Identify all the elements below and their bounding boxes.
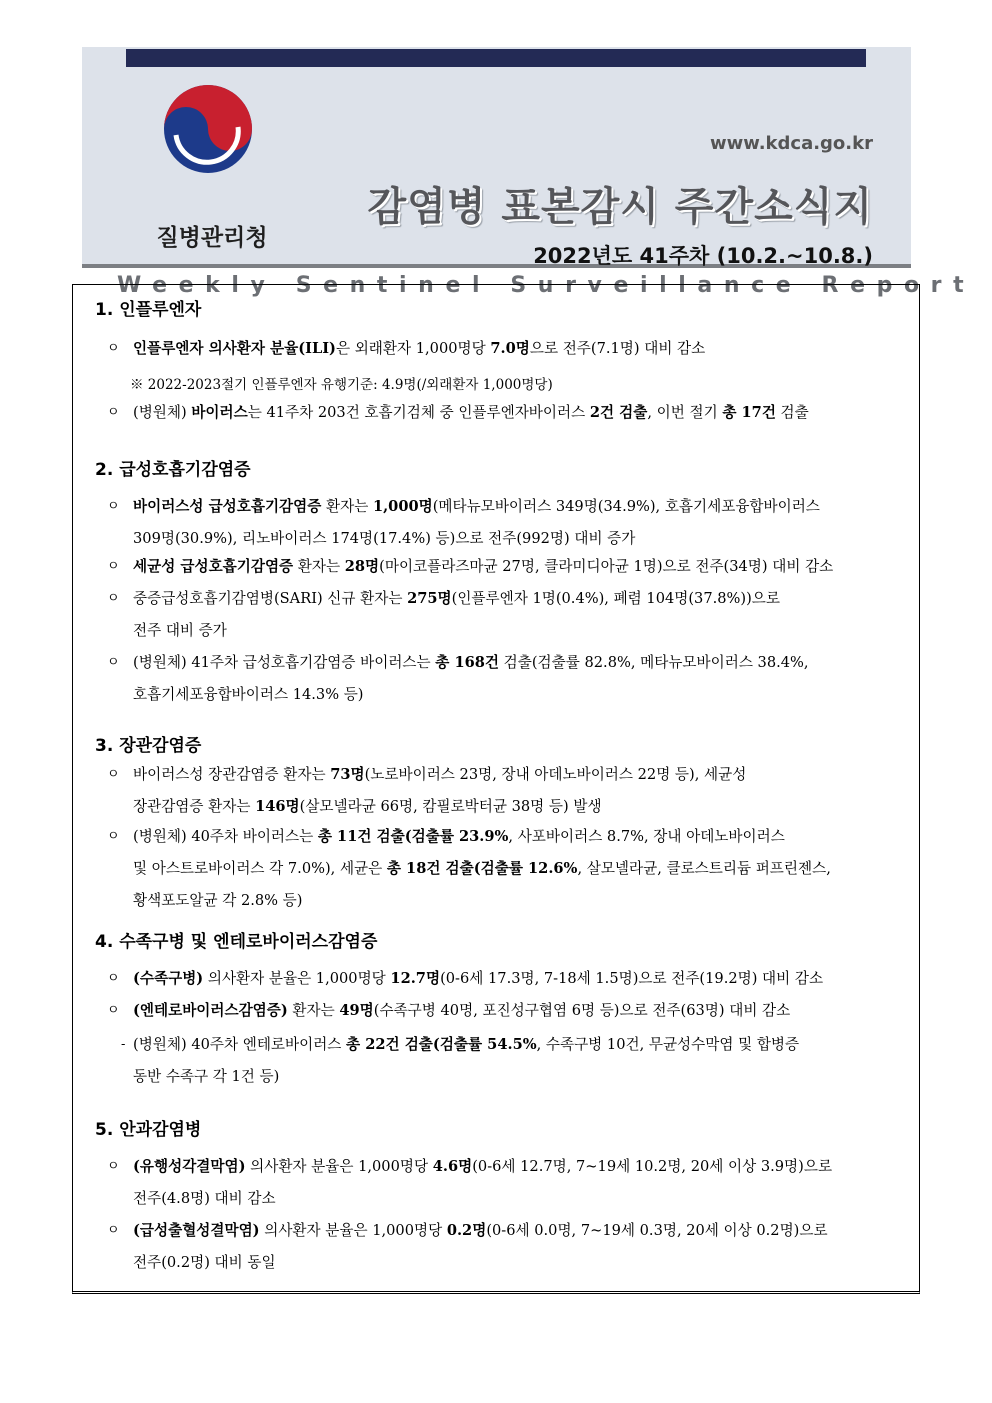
bullet-marker: ㅇ <box>107 767 120 782</box>
bullet-marker: ㅇ <box>107 591 120 606</box>
bullet-marker: ㅇ <box>107 499 120 514</box>
report-header <box>82 47 976 298</box>
bullet-marker: ㅇ <box>107 1223 120 1238</box>
epidemic-threshold-note: ※ 2022-2023절기 인플루엔자 유행기준: 4.9명(/외래환자 1,000명당) <box>130 377 553 393</box>
list-item: ㅇ (병원체) 41주차 급성호흡기감염증 바이러스는 총 168건 검출(검출률 82.8%, 메타뉴모바이러스 38.4%, 호흡기세포융합바이러스 14.3% 등) <box>107 647 899 711</box>
list-item: ㅇ (급성출혈성결막염) 의사환자 분율은 1,000명당 0.2명(0-6세 0.0명, 7~19세 0.3명, 20세 이상 0.2명)으로 전주(0.2명) 대비 동일 <box>107 1215 899 1279</box>
bullet-marker: ㅇ <box>107 829 120 844</box>
kdca-taegeuk-logo-icon <box>162 83 254 175</box>
website-url[interactable]: www.kdca.go.kr <box>709 133 873 154</box>
list-item: ㅇ (병원체) 바이러스는 41주차 203건 호흡기검체 중 인플루엔자바이러스 2건 검출, 이번 절기 총 17건 검출 <box>107 397 899 429</box>
list-item: ㅇ 인플루엔자 의사환자 분율(ILI)은 외래환자 1,000명당 7.0명으로 전주(7.1명) 대비 감소 <box>107 333 899 365</box>
list-item: ㅇ 세균성 급성호흡기감염증 환자는 28명(마이코플라즈마균 27명, 클라미디아균 1명)으로 전주(34명) 대비 감소 <box>107 551 899 583</box>
section-title-influenza: 1. 인플루엔자 <box>95 300 202 320</box>
bullet-marker: ㅇ <box>107 971 120 986</box>
section-title-eye: 5. 안과감염병 <box>95 1120 202 1140</box>
bullet-marker: ㅇ <box>107 1159 120 1174</box>
list-item: - (병원체) 40주차 엔테로바이러스 총 22건 검출(검출률 54.5%, 수족구병 10건, 무균성수막염 및 합병증 동반 수족구 각 1건 등) <box>107 1029 899 1093</box>
list-item: ㅇ (수족구병) 의사환자 분율은 1,000명당 12.7명(0-6세 17.3명, 7-18세 1.5명)으로 전주(19.2명) 대비 감소 <box>107 963 899 995</box>
report-subtitle: Weekly Sentinel Surveillance Report <box>117 273 976 298</box>
content-box <box>72 284 920 1294</box>
issue-week: 2022년도 41주차 (10.2.~10.8.) <box>533 244 873 268</box>
list-item: ㅇ (병원체) 40주차 바이러스는 총 11건 검출(검출률 23.9%, 사포바이러스 8.7%, 장내 아데노바이러스 및 아스트로바이러스 각 7.0%), 세균은 총 18건 검출(검출률 12.6%, 살모넬라균, 클로스트리듐 퍼프린젠스, 황색포도알균 각 2.8% 등) <box>107 821 899 917</box>
bullet-marker: ㅇ <box>107 405 120 420</box>
section-title-enteric: 3. 장관감염증 <box>95 736 202 756</box>
section-title-ari: 2. 급성호흡기감염증 <box>95 460 251 480</box>
agency-name: 질병관리청 <box>156 225 268 251</box>
report-title: 감염병 표본감시 주간소식지 <box>367 184 873 230</box>
list-item: ㅇ 바이러스성 급성호흡기감염증 환자는 1,000명(메타뉴모바이러스 349명(34.9%), 호흡기세포융합바이러스 309명(30.9%), 리노바이러스 174명(17.4%) 등)으로 전주(992명) 대비 증가 <box>107 491 899 555</box>
header-top-bar <box>126 49 866 67</box>
list-item: ㅇ (엔테로바이러스감염증) 환자는 49명(수족구병 40명, 포진성구협염 6명 등)으로 전주(63명) 대비 감소 <box>107 995 899 1027</box>
section-title-hfmd: 4. 수족구병 및 엔테로바이러스감염증 <box>95 932 378 952</box>
list-item: ㅇ 바이러스성 장관감염증 환자는 73명(노로바이러스 23명, 장내 아데노바이러스 22명 등), 세균성 장관감염증 환자는 146명(살모넬라균 66명, 캄필로박터균 38명 등) 발생 <box>107 759 899 823</box>
list-item: ㅇ (유행성각결막염) 의사환자 분율은 1,000명당 4.6명(0-6세 12.7명, 7~19세 10.2명, 20세 이상 3.9명)으로 전주(4.8명) 대비 감소 <box>107 1151 899 1215</box>
bullet-marker: ㅇ <box>107 559 120 574</box>
bullet-marker: ㅇ <box>107 655 120 670</box>
dash-marker: - <box>121 1037 126 1052</box>
bullet-marker: ㅇ <box>107 341 120 356</box>
list-item: ㅇ 중증급성호흡기감염병(SARI) 신규 환자는 275명(인플루엔자 1명(0.4%), 폐렴 104명(37.8%))으로 전주 대비 증가 <box>107 583 899 647</box>
bullet-marker: ㅇ <box>107 1003 120 1018</box>
